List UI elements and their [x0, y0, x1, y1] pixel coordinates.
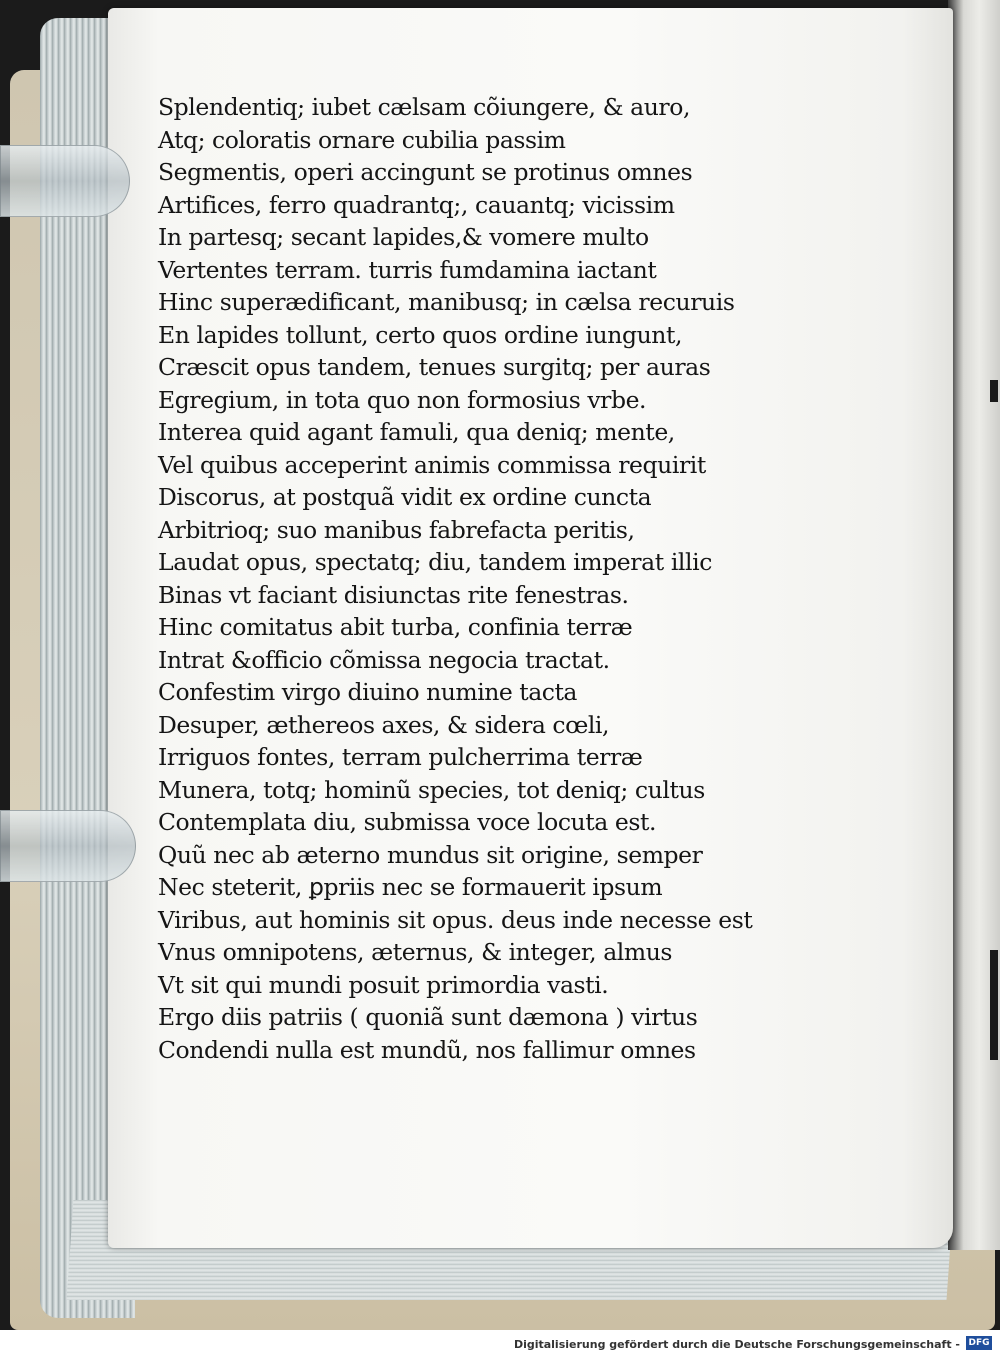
text-line: Irriguos fontes, terram pulcherrima terræ	[158, 743, 643, 772]
text-line: Discorus, at postquã vidit ex ordine cuncta	[158, 483, 652, 512]
page-clip-bottom	[0, 810, 136, 882]
text-line: Vt sit qui mundi posuit primordia vasti.	[158, 970, 609, 999]
text-line: Segmentis, operi accingunt se protinus omnes	[158, 158, 693, 187]
text-line: Munera, totq; hominũ species, tot deniq; cultus	[158, 775, 705, 804]
text-line: Contemplata diu, submissa voce locuta est.	[158, 808, 656, 837]
page-clip-top	[0, 145, 130, 217]
text-line: Intrat &officio cõmissa negocia tractat.	[158, 645, 610, 674]
text-line: Viribus, aut hominis sit opus. deus inde necesse est	[158, 905, 753, 934]
text-line: Nec steterit, ꝑpriis nec se formauerit ipsum	[158, 873, 663, 902]
text-line: En lapides tollunt, certo quos ordine iungunt,	[158, 320, 683, 349]
text-line: Arbitrioq; suo manibus fabrefacta peritis,	[158, 515, 635, 544]
dfg-logo: DFG	[966, 1336, 992, 1350]
text-line: Vel quibus acceperint animis commissa requirit	[158, 450, 706, 479]
text-line: Interea quid agant famuli, qua deniq; mente,	[158, 418, 675, 447]
text-line: Condendi nulla est mundũ, nos fallimur omnes	[158, 1035, 696, 1064]
facing-page-mark	[990, 950, 998, 1060]
facing-page-edge	[948, 0, 1000, 1250]
text-line: Hinc superædificant, manibusq; in cælsa recuruis	[158, 288, 735, 317]
text-line: Quũ nec ab æterno mundus sit origine, semper	[158, 840, 703, 869]
facing-page-mark	[990, 380, 998, 402]
text-line: Egregium, in tota quo non formosius vrbe.	[158, 385, 647, 414]
text-line: Artifices, ferro quadrantq;, cauantq; vicissim	[158, 190, 675, 219]
text-line: Atq; coloratis ornare cubilia passim	[158, 125, 566, 154]
text-line: Laudat opus, spectatq; diu, tandem imperat illic	[158, 548, 713, 577]
text-line: Binas vt faciant disiunctas rite fenestras.	[158, 580, 629, 609]
text-line: Hinc comitatus abit turba, confinia terræ	[158, 613, 633, 642]
text-line: Cræscit opus tandem, tenues surgitq; per auras	[158, 353, 711, 382]
text-line: Desuper, æthereos axes, & sidera cœli,	[158, 710, 609, 739]
text-line: Vnus omnipotens, æternus, & integer, almus	[158, 938, 673, 967]
text-line: Splendentiq; iubet cælsam cõiungere, & auro,	[158, 93, 690, 121]
text-block	[158, 91, 798, 1066]
text-line: In partesq; secant lapides,& vomere multo	[158, 223, 649, 252]
text-line: Vertentes terram. turris fumdamina iactant	[158, 255, 657, 284]
footer-credit: Digitalisierung gefördert durch die Deutsche Forschungsgemeinschaft -	[513, 1338, 960, 1351]
text-line: Ergo diis patriis ( quoniã sunt dæmona ) virtus	[158, 1003, 698, 1032]
text-line: Confestim virgo diuino numine tacta	[158, 678, 577, 707]
